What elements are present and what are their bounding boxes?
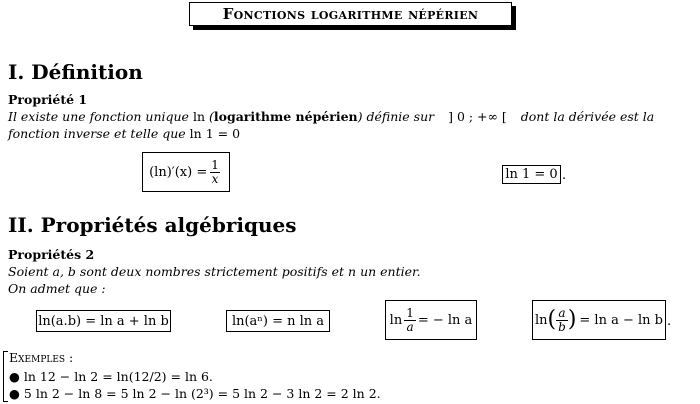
formula-inverse-right: = − ln a [417, 312, 473, 328]
formula-power-box [226, 310, 330, 332]
property-1-label: Propriété 1 [8, 92, 88, 107]
section-heading-definition: I. Définition [8, 60, 143, 84]
formula-inverse-left: ln [389, 312, 403, 328]
formula-derivative-fraction [209, 159, 221, 186]
property-1-text-line1: Il existe une fonction unique ln (logarithme népérien) définie sur ] 0 ; +∞ [ dont la dérivée est la [8, 109, 655, 124]
section-heading-properties: II. Propriétés algébriques [8, 213, 297, 237]
bold-term: logarithme népérien [213, 109, 358, 124]
property-1-line2-text: fonction inverse et telle que [8, 126, 186, 141]
bullet-icon: ● [9, 386, 20, 401]
formula-ln1-box [502, 165, 561, 184]
property-1-text-part3: dont la dérivée est la [520, 109, 655, 124]
examples-label: Exemples : [9, 350, 74, 365]
formula-quotient-num: a [558, 305, 566, 320]
formula-derivative-num: 1 [211, 157, 219, 172]
example-item-1 [9, 369, 213, 384]
formula-quotient-den: b [558, 319, 566, 334]
example-item-1-text: ln 12 − ln 2 = ln(12/2) = ln 6. [23, 369, 213, 384]
example-item-2 [9, 386, 381, 401]
formula-inverse-den: a [406, 319, 414, 334]
formula-power: ln(aⁿ) = n ln a [231, 313, 325, 329]
formula-quotient-right: = ln a − ln b [579, 312, 663, 328]
bullet-icon: ● [9, 369, 20, 384]
left-paren: ( [547, 307, 557, 332]
property-1-text-part1: Il existe une fonction unique [8, 109, 189, 124]
formula-product: ln(a.b) = ln a + ln b [38, 313, 169, 329]
formula-quotient-fraction [556, 307, 568, 334]
right-paren: ) [567, 307, 577, 332]
example-item-2-text: 5 ln 2 − ln 8 = 5 ln 2 − ln (2³) = 5 ln 2 − 3 ln 2 = 2 ln 2. [23, 386, 381, 401]
formula-inverse-fraction [404, 307, 416, 334]
property-2-label: Propriétés 2 [8, 247, 95, 262]
formula-inverse-box [385, 300, 477, 340]
page-title [189, 2, 512, 26]
property-2-line1: Soient a, b sont deux nombres strictement positifs et n un entier. [8, 264, 421, 279]
property-1-text-part2: définie sur [366, 109, 435, 124]
formula-ln1: ln 1 = 0 [505, 167, 558, 182]
interval: ] 0 ; +∞ [ [448, 109, 507, 124]
page-title-text: Fonctions logarithme népérien [222, 5, 479, 23]
formula-derivative-box [142, 152, 230, 192]
property-1-text-line2 [8, 126, 240, 142]
property-1-line2-math: ln 1 = 0 [189, 126, 241, 141]
formula-derivative-den: x [211, 171, 219, 186]
property-2-line2: On admet que : [8, 281, 106, 296]
formula-quotient-left: ln [535, 312, 548, 328]
examples-bracket [3, 351, 8, 402]
formula-ln1-period: . [562, 168, 567, 183]
formula-inverse-num: 1 [406, 305, 414, 320]
formula-quotient-box [532, 300, 666, 340]
ln-symbol: ln [192, 109, 206, 124]
formula-product-box [36, 310, 171, 332]
formula-quotient-period: . [667, 314, 672, 329]
formula-derivative-left: (ln)′(x) = [149, 164, 208, 180]
